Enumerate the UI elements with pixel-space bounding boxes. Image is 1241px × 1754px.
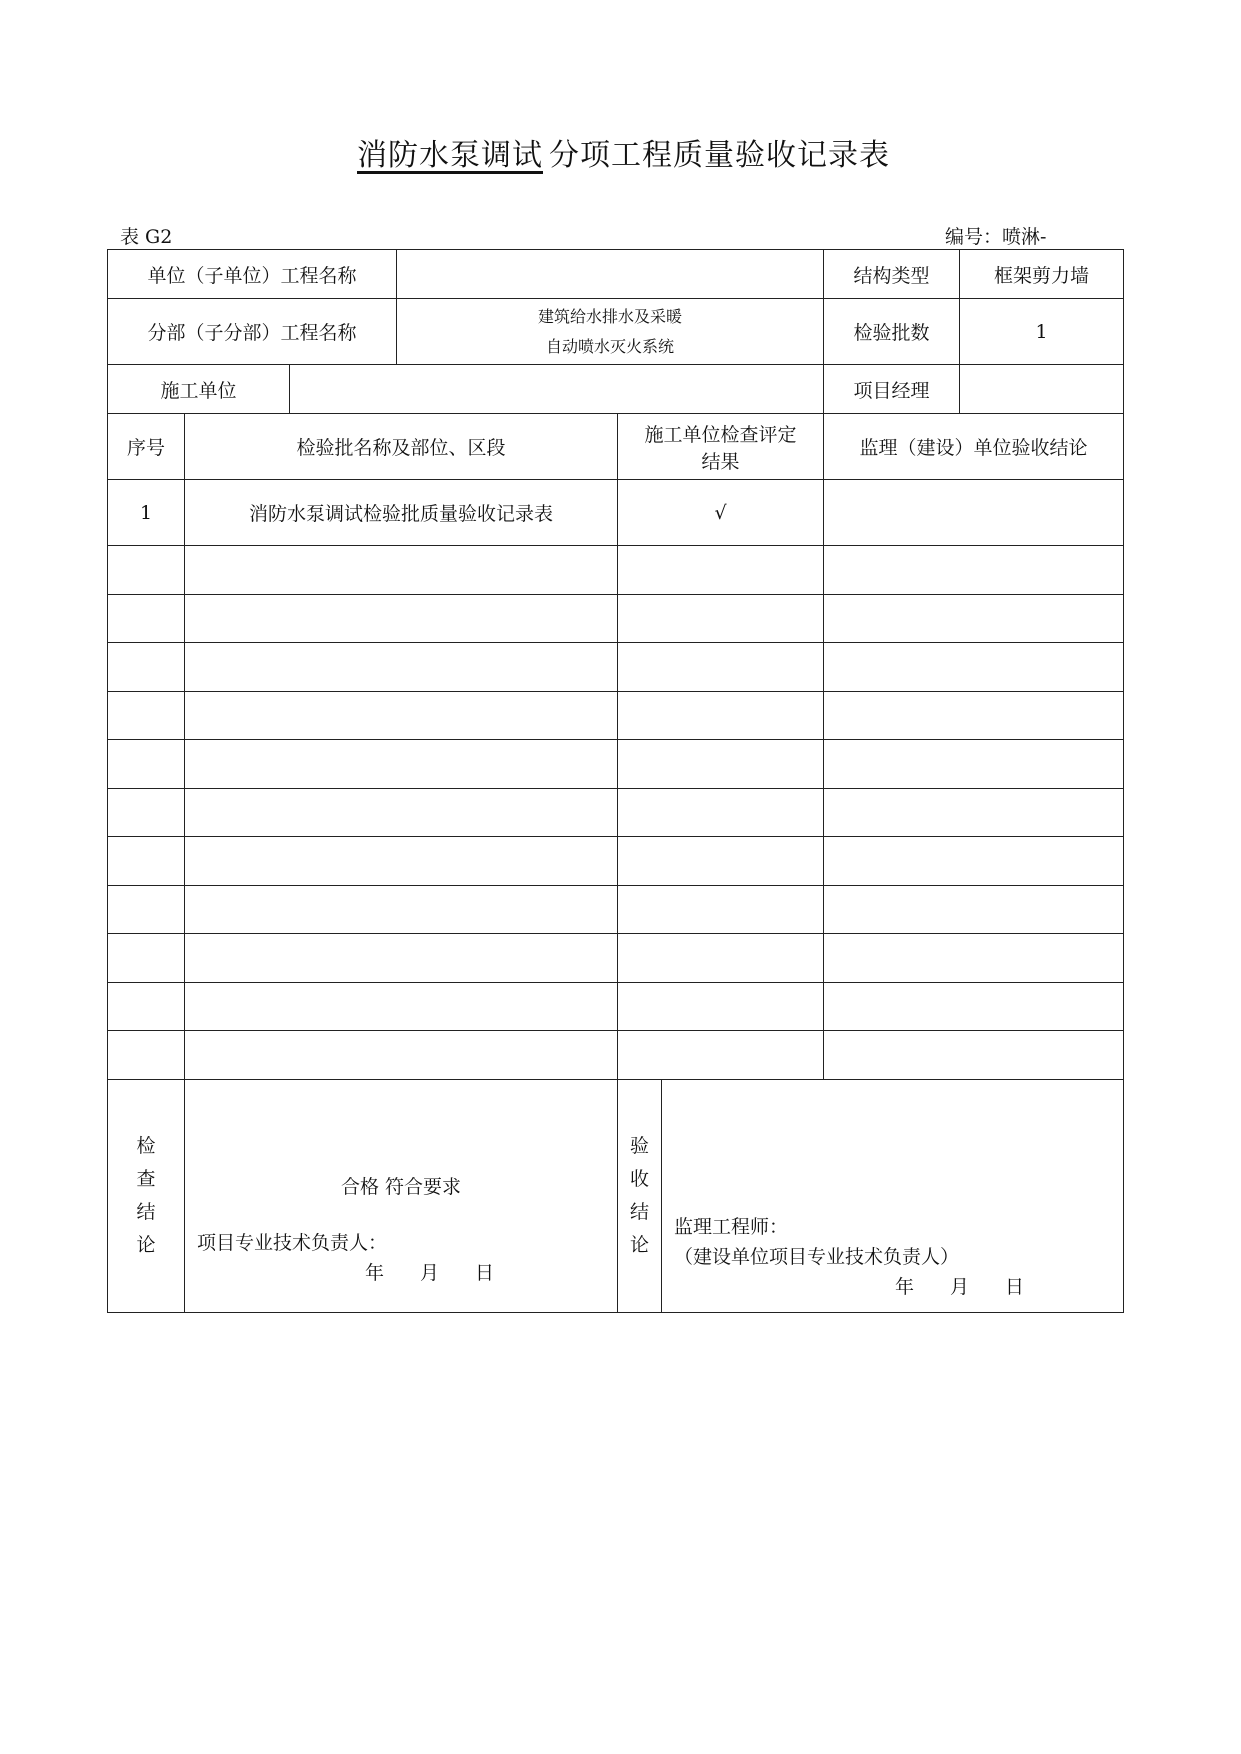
row-supervisor-conclusion [824,1031,1124,1080]
col-contractor-eval-line2: 结果 [701,450,740,473]
construction-unit-person: （建设单位项目专业技术负责人） [674,1245,960,1268]
row-contractor-result [618,691,824,740]
row-batch-name [185,885,618,934]
row-seq [108,982,185,1031]
check-label-char: 论 [136,1233,156,1256]
row-batch-name: 消防水泵调试检验批质量验收记录表 [185,480,618,546]
row-supervisor-conclusion [824,594,1124,643]
row-batch-name [185,691,618,740]
row-supervisor-conclusion [824,837,1124,886]
row-seq [108,934,185,983]
row-supervisor-conclusion [824,691,1124,740]
col-contractor-eval-header [618,414,824,480]
row-batch-name [185,643,618,692]
row-contractor-result [618,643,824,692]
check-year: 年 [365,1261,385,1284]
table-row [108,643,1124,692]
check-conclusion-label [108,1079,185,1312]
table-row [108,740,1124,789]
serial-number: 编号：喷淋- [945,226,1047,248]
acceptance-date [895,1272,1024,1299]
row-supervisor-conclusion [824,643,1124,692]
row-seq [108,885,185,934]
check-month: 月 [420,1261,440,1284]
structure-type-value: 框架剪力墙 [960,250,1124,299]
row-seq [108,691,185,740]
row-contractor-result [618,837,824,886]
row-seq [108,740,185,789]
table-row [108,546,1124,595]
check-responsible-person: 项目专业技术负责人： [197,1231,388,1254]
row-contractor-result [618,594,824,643]
check-date [365,1258,494,1285]
batch-count-value: 1 [960,299,1124,365]
supervising-engineer: 监理工程师： [674,1215,789,1238]
row-seq [108,594,185,643]
row-supervisor-conclusion [824,546,1124,595]
acceptance-form [107,249,1124,1313]
page-title [0,130,1241,174]
check-conclusion-content [185,1079,618,1312]
row-batch-name [185,740,618,789]
unit-project-value [397,250,824,299]
check-label-char: 结 [136,1200,156,1223]
row-contractor-result [618,934,824,983]
division-value [397,299,824,365]
table-row [108,691,1124,740]
title-rest: 分项工程质量验收记录表 [549,138,890,173]
table-row [108,982,1124,1031]
row-seq [108,643,185,692]
row-batch-name [185,837,618,886]
accept-year: 年 [895,1275,915,1298]
manager-value [960,365,1124,414]
table-row [108,788,1124,837]
accept-label-char: 论 [630,1233,650,1256]
accept-day: 日 [1005,1275,1025,1298]
row-seq [108,837,185,886]
row-contractor-result [618,982,824,1031]
col-contractor-eval-line1: 施工单位检查评定 [644,423,797,446]
row-supervisor-conclusion [824,934,1124,983]
col-seq-header: 序号 [108,414,185,480]
table-row [108,934,1124,983]
row-seq [108,788,185,837]
row-supervisor-conclusion [824,982,1124,1031]
row-supervisor-conclusion [824,788,1124,837]
row-batch-name [185,546,618,595]
manager-label: 项目经理 [824,365,960,414]
unit-project-label: 单位（子单位）工程名称 [108,250,397,299]
row-contractor-result: √ [618,480,824,546]
row-batch-name [185,934,618,983]
table-row [108,594,1124,643]
accept-label-char: 收 [630,1167,650,1190]
col-supervisor-header: 监理（建设）单位验收结论 [824,414,1124,480]
contractor-label: 施工单位 [108,365,290,414]
accept-label-char: 验 [630,1134,650,1157]
row-contractor-result [618,1031,824,1080]
batch-count-label: 检验批数 [824,299,960,365]
accept-label-char: 结 [630,1200,650,1223]
title-underlined: 消防水泵调试 [357,138,543,173]
table-row [108,885,1124,934]
row-batch-name [185,982,618,1031]
row-batch-name [185,788,618,837]
check-label-char: 检 [136,1134,156,1157]
row-contractor-result [618,546,824,595]
row-contractor-result [618,740,824,789]
row-batch-name [185,1031,618,1080]
accept-month: 月 [950,1275,970,1298]
division-value-line2: 自动喷水灭火系统 [546,336,675,356]
division-value-line1: 建筑给水排水及采暖 [538,306,683,326]
info-row-contractor [108,365,1124,414]
row-seq: 1 [108,480,185,546]
table-number: 表 G2 [120,226,173,248]
structure-type-label: 结构类型 [824,250,960,299]
acceptance-conclusion-content [662,1079,1124,1312]
check-result: 合格 符合要求 [340,1175,462,1198]
table-row [108,480,1124,546]
row-seq [108,546,185,595]
conclusion-row [108,1079,1124,1312]
row-contractor-result [618,788,824,837]
column-header-row [108,414,1124,480]
check-label-char: 查 [136,1167,156,1190]
row-supervisor-conclusion [824,885,1124,934]
row-seq [108,1031,185,1080]
info-row-unit [108,250,1124,299]
contractor-value [290,365,824,414]
check-day: 日 [475,1261,495,1284]
row-supervisor-conclusion [824,740,1124,789]
division-label: 分部（子分部）工程名称 [108,299,397,365]
info-row-division [108,299,1124,365]
acceptance-conclusion-label [618,1079,662,1312]
table-row [108,1031,1124,1080]
table-row [108,837,1124,886]
row-contractor-result [618,885,824,934]
col-batch-header: 检验批名称及部位、区段 [185,414,618,480]
row-batch-name [185,594,618,643]
row-supervisor-conclusion [824,480,1124,546]
